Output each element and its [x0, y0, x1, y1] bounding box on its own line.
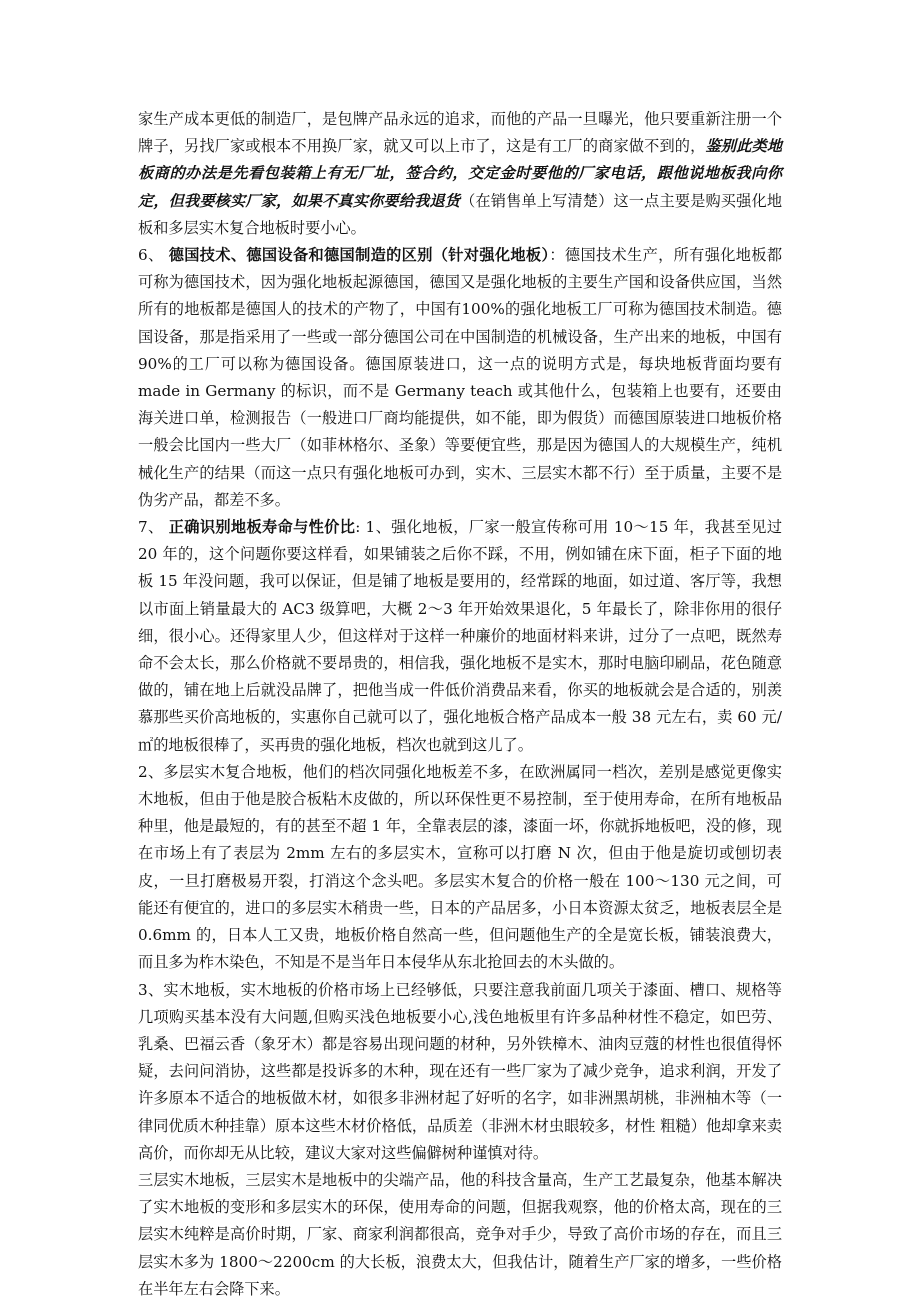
paragraph-section-6: [138, 242, 782, 514]
paragraph-continuation: [138, 106, 782, 242]
text-segment: ：德国技术生产，所有强化地板都可称为德国技术，因为强化地板起源德国，德国又是强化地板的主要生产国和设备供应国，当然所有的地板都是德国人的技术的产物了，中国有100%的强化地板工厂可称为德国技术制造。德国设备，那是指采用了一些或一部分德国公司在中国制造的机械设备，生产出来的地板，中国有90%的工厂可以称为德国设备。德国原装进口，这一点的说明方式是，每块地板背面均要有 made in Germany 的标识，而不是 Germany teach 或其他什么，包装箱上也要有，还要由海关进口单，检测报告（一般进口厂商均能提供，如不能，即为假货）而德国原装进口地板价格一般会比国内一些大厂（如菲林格尔、圣象）等要便宜些，那是因为德国人的大规模生产，纯机械化生产的结果（而这一点只有强化地板可办到，实木、三层实木都不行）至于质量，主要不是伪劣产品，都差不多。: [138, 246, 783, 509]
emphasis-segment: 鉴别此类地板商的办法是先看包装箱上有无厂址，签合约，交定金时要他的厂家电话，跟他说地板我向你定，但我要核实厂家，如果不真实你要给我退货: [138, 137, 783, 210]
section-number: 7、: [138, 518, 169, 537]
text-segment: 家生产成本更低的制造厂，是包牌产品永远的追求，而他的产品一旦曝光，他只要重新注册一个牌子，另找厂家或根本不用换厂家，就又可以上市了，这是有工厂的商家做不到的，: [138, 110, 782, 156]
text-segment: 三层实木地板，三层实木是地板中的尖端产品，他的科技含量高，生产工艺最复杂，他基本解决了实木地板的变形和多层实木的环保，使用寿命的问题，但据我观察，他的价格太高，现在的三层实木纯粹是高价时期，厂家、商家利润都很高，竞争对手少，导致了高价市场的存在，而且三层实木多为 1800～2200cm 的大长板，浪费太大，但我估计，随着生产厂家的增多，一些价格在半年左右会降下来。: [138, 1170, 782, 1298]
section-heading: 德国技术、德国设备和德国制造的区别（针对强化地板）: [168, 246, 550, 265]
paragraph-solid-wood-floor: [138, 977, 782, 1167]
section-number: 6、: [138, 246, 169, 265]
text-segment: : 1、强化地板，厂家一般宣传称可用 10～15 年，我甚至见过 20 年的，这个问题你要这样看，如果铺装之后你不踩，不用，例如铺在床下面，柜子下面的地板 15 年没问题，我可以保证，但是铺了地板是要用的，经常踩的地面，如过道、客厅等，我想以市面上销量最大的 AC3 级算吧，大概 2～3 年开始效果退化，5 年最长了，除非你用的很仔细，很小心。还得家里人少，但这样对于这样一种廉价的地面材料来讲，过分了一点吧，既然寿命不会太长，那么价格就不要昂贵的，相信我，强化地板不是实木，那时电脑印刷品，花色随意做的，铺在地上后就没品牌了，把他当成一件低价消费品来看，你买的地板就会是合适的，别羡慕那些买价高地板的，实惠你自己就可以了，强化地板合格产品成本一般 38 元左右，卖 60 元/㎡的地板很棒了，买再贵的强化地板，档次也就到这儿了。: [138, 518, 783, 754]
paragraph-three-layer-floor: [138, 1167, 782, 1303]
paragraph-multilayer-floor: [138, 759, 782, 977]
text-segment: 2、多层实木复合地板，他们的档次同强化地板差不多，在欧洲属同一档次，差别是感觉更像实木地板，但由于他是胶合板粘木皮做的，所以环保性更不易控制，至于使用寿命，在所有地板品种里，他是最短的，有的甚至不超 1 年，全靠表层的漆，漆面一坏，你就拆地板吧，没的修，现在市场上有了表层为 2mm 左右的多层实木，宣称可以打磨 N 次，但由于他是旋切或刨切表皮，一旦打磨极易开裂，打消这个念头吧。多层实木复合的价格一般在 100～130 元之间，可能还有便宜的，进口的多层实木稍贵一些，日本的产品居多，小日本资源太贫乏，地板表层全是 0.6mm 的，日本人工又贵，地板价格自然高一些，但问题他生产的全是宽长板，铺装浪费大，而且多为柞木染色，不知是不是当年日本侵华从东北抢回去的木头做的。: [138, 762, 782, 972]
section-heading: 正确识别地板寿命与性价比: [168, 518, 356, 537]
paragraph-section-7: [138, 514, 782, 759]
text-segment: 3、实木地板，实木地板的价格市场上已经够低，只要注意我前面几项关于漆面、槽口、规格等几项购买基本没有大问题,但购买浅色地板要小心,浅色地板里有许多品种材性不稳定，如巴劳、乳桑、巴福云香（象牙木）都是容易出现问题的材种，另外铁樟木、油肉豆蔻的材性也很值得怀疑，去问问消协，这些都是投诉多的木种，现在还有一些厂家为了减少竞争，追求利润，开发了许多原本不适合的地板做木材，如很多非洲材起了好听的名字，如非洲黑胡桃，非洲柚木等（一律同优质木种挂靠）原本这些木材价格低，品质差（非洲木材虫眼较多，材性 粗糙）他却拿来卖高价，而你却无从比较，建议大家对这些偏僻树种谨慎对待。: [138, 980, 782, 1162]
text-segment: （在销售单上写清楚）这一点主要是购买强化地板和多层实木复合地板时要小心。: [138, 191, 783, 237]
